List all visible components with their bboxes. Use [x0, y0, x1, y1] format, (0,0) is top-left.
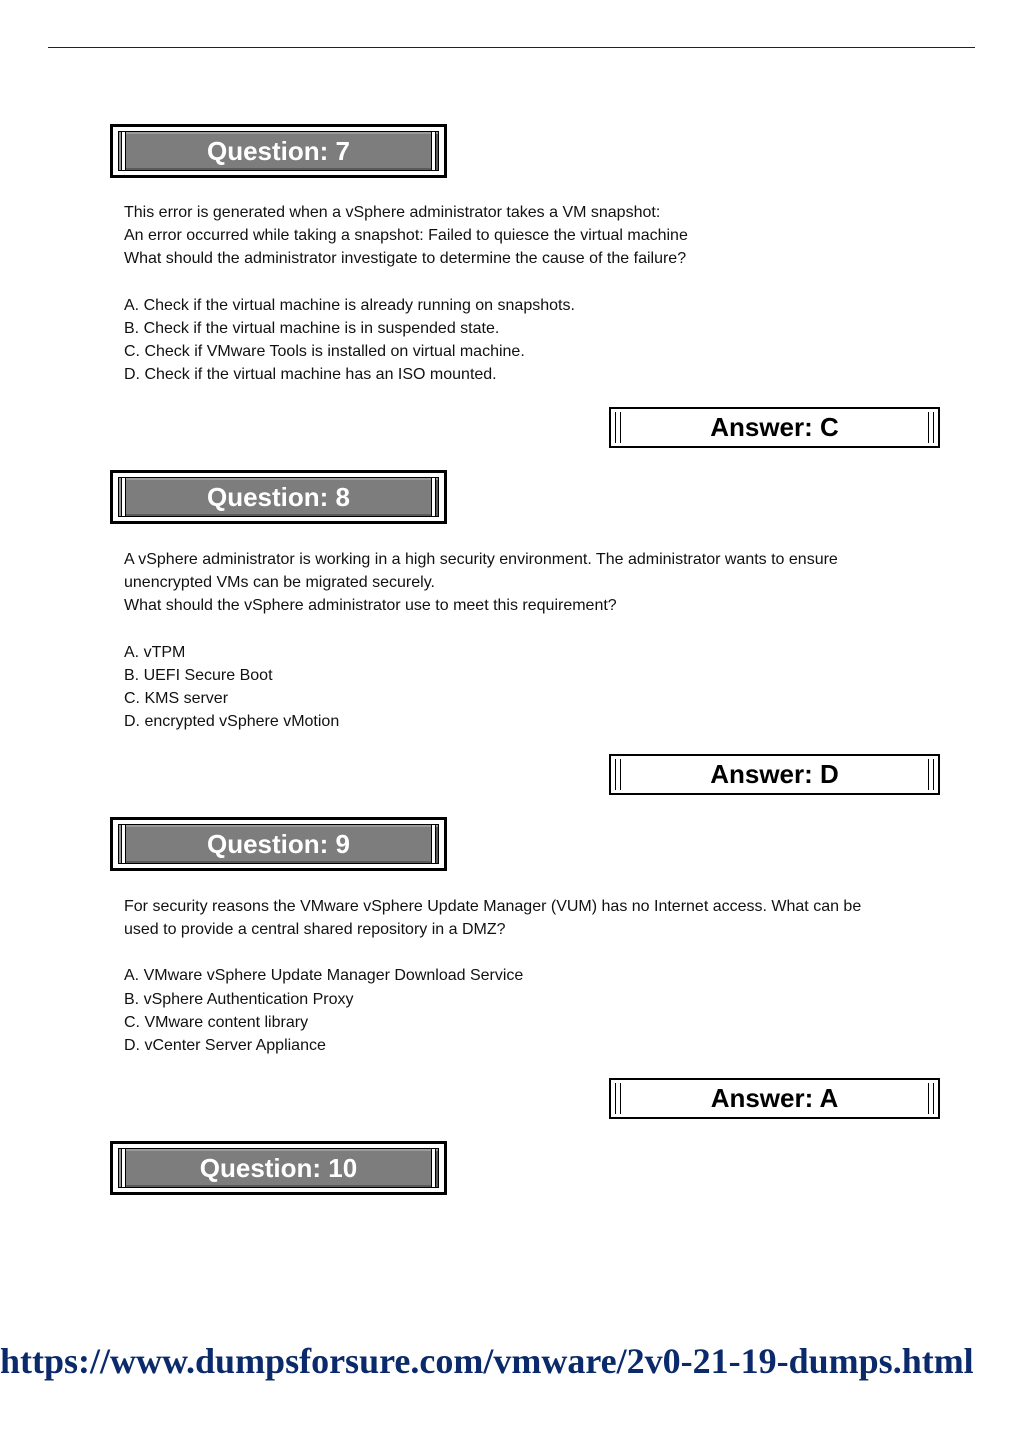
- question-9-header: [110, 817, 447, 871]
- answer-7-label: Answer: C: [710, 412, 839, 442]
- answer-8-box: [609, 754, 940, 795]
- answer-8-label: Answer: D: [710, 759, 839, 789]
- question-9-label: Question: 9: [206, 828, 350, 859]
- option-d: D. Check if the virtual machine has an ISO mounted.: [124, 366, 497, 384]
- option-c: C. Check if VMware Tools is installed on virtual machine.: [124, 343, 525, 361]
- answer-9-box: [609, 1078, 940, 1119]
- question-7-header: [110, 124, 447, 178]
- question-10-header: [110, 1141, 447, 1195]
- option-b: B. vSphere Authentication Proxy: [124, 990, 354, 1008]
- question-text-line: What should the administrator investigate to determine the cause of the failure?: [124, 250, 687, 268]
- option-a: A. Check if the virtual machine is already running on snapshots.: [124, 296, 575, 314]
- question-text-line: This error is generated when a vSphere administrator takes a VM snapshot:: [124, 204, 661, 221]
- option-c: C. VMware content library: [124, 1013, 309, 1031]
- question-8-header: [110, 470, 447, 524]
- question-text-line: unencrypted VMs can be migrated securely.: [124, 574, 435, 592]
- option-d: D. vCenter Server Appliance: [124, 1037, 326, 1055]
- option-c: C. KMS server: [124, 690, 229, 708]
- option-d: D. encrypted vSphere vMotion: [124, 713, 340, 731]
- option-b: B. UEFI Secure Boot: [124, 666, 273, 684]
- option-a: A. vTPM: [124, 643, 186, 661]
- question-text-line: used to provide a central shared repository in a DMZ?: [124, 921, 506, 939]
- answer-7-box: [609, 407, 940, 448]
- top-rule: [48, 47, 975, 48]
- footer-link[interactable]: https://www.dumpsforsure.com/vmware/2v0-21-19-dumps.html: [0, 1341, 974, 1381]
- question-text-line: What should the vSphere administrator use to meet this requirement?: [124, 597, 617, 615]
- question-7-label: Question: 7: [206, 135, 350, 166]
- question-text-line: A vSphere administrator is working in a high security environment. The administrator wants to ensure: [124, 551, 838, 568]
- question-10-label: Question: 10: [199, 1152, 358, 1183]
- question-9-body: [124, 895, 944, 1057]
- question-8-body: [124, 548, 944, 733]
- question-text-line: An error occurred while taking a snapshot: Failed to quiesce the virtual machine: [124, 227, 688, 245]
- option-a: A. VMware vSphere Update Manager Download Service: [124, 967, 524, 985]
- question-text-line: For security reasons the VMware vSphere Update Manager (VUM) has no Internet access. What can be: [124, 898, 862, 915]
- option-b: B. Check if the virtual machine is in suspended state.: [124, 319, 500, 337]
- question-8-label: Question: 8: [206, 481, 350, 512]
- answer-9-label: Answer: A: [710, 1083, 839, 1113]
- question-7-body: [124, 201, 944, 386]
